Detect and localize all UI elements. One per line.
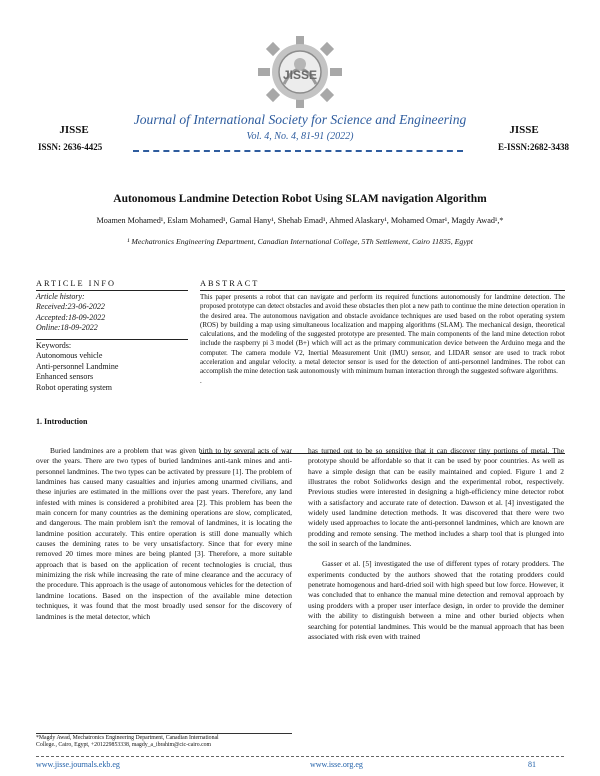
intro-paragraph: Buried landmines are a problem that was given birth to by several acts of war over the years. There are two types of buried landmines anti-tank mines and anti-personnel landmines. The two types can be activated by pressure [1]. The problem of landmines has caused many casualties and injuries among unarmed civilians, and these injuries are estimated in the millions over the past years. Therefore, any land infested with mines is considered a prohibited area [2]. This problem has been the main concern for many countries as the demining operations are slow, complicated, and dangerous. The main problem isn't the removal of landmines, it is locating the landmine position accurately. This entire operation is still done manually which causes the demining rates to be very unsatisfactory. Since that for every mine removed 20 times more mines are being planted [3]. Therefore, a more suitable approach that is based on the application of recent technologies is crucial, thus minimizing the risk while increasing the rate of mine clearance and the accuracy of the procedure. This approach is the usage of autonomous vehicles for the detection of landmine locations. Based on the inspection of the available mine detection techniques, it was found that the most broadly used sensor for the discovery of landmines is the metal detector, which bbox=[36, 446, 292, 621]
keyword-item: Enhanced sensors bbox=[36, 372, 94, 382]
keywords-block bbox=[36, 341, 118, 393]
received-date: Received:23-06-2022 bbox=[36, 302, 105, 312]
issn-electronic: E-ISSN:2682-3438 bbox=[497, 142, 569, 152]
abstract-body bbox=[200, 293, 565, 386]
article-info-heading: ARTICLE INFO bbox=[36, 279, 116, 288]
intro-paragraph: has turned out to be so sensitive that it can discover tiny portions of metal. The prototype should be affordable so that it can be used by poor countries. As well as have a simple design that can be easily maintained and copied. Figure 1 and 2 illustrates the robot Solidworks design and the experimental robot, respectively. Previous studies were interested in designing a high-efficiency mine detector robot with a satisfactory and accurate rate of detection. Dawson et al. [4] investigated the widely used landmine detection methods. It was discovered that there were two widely used approaches to locate the anti-personnel landmines, which are known are prodding and remote sensing. The method includes a sharp tool that is plunged into the soil in search of the landmines. bbox=[308, 446, 564, 549]
journal-abbrev-right: JISSE bbox=[509, 124, 539, 136]
issn-print: ISSN: 2636-4425 bbox=[38, 142, 103, 152]
footnote-line: *Magdy Awad, Mechatronics Engineering Department, Canadian International bbox=[36, 735, 219, 741]
footer-rule bbox=[36, 756, 564, 757]
left-column bbox=[36, 446, 292, 622]
society-website-link[interactable]: www.isse.org.eg bbox=[310, 760, 363, 769]
keywords-label: Keywords: bbox=[36, 341, 72, 350]
article-info-divider bbox=[36, 339, 188, 340]
accepted-date: Accepted:18-09-2022 bbox=[36, 312, 106, 322]
page-number: 81 bbox=[528, 760, 536, 769]
online-date: Online:18-09-2022 bbox=[36, 323, 98, 333]
intro-paragraph: Gasser et al. [5] investigated the use of different types of rotary prodders. The experiments conducted by the authors showed that the rotating prodders could penetrate homogenous and hard-dried soil with high speed but low force. However, it was concluded that to enhance the manual mine detection and removal approach by using prodders with a proper user interface design, in order to provide the deminer with the ability to distinguish between a mine and other buried objects when searching for potential landmines. This would be the manual approach that has been associated with risk even with trained bbox=[308, 559, 564, 641]
keyword-item: Anti-personnel Landmine bbox=[36, 361, 119, 371]
header-rule bbox=[133, 150, 463, 152]
section-heading-introduction: 1. Introduction bbox=[36, 417, 88, 426]
affiliation: ¹ Mechatronics Engineering Department, Canadian International College, 5Th Settlement, Cairo 11835, Egypt bbox=[127, 237, 473, 246]
keyword-item: Robot operating system bbox=[36, 382, 112, 392]
paper-title: Autonomous Landmine Detection Robot Using SLAM navigation Algorithm bbox=[113, 193, 487, 205]
author-list: Moamen Mohamed¹, Eslam Mohamed¹, Gamal Hany¹, Shehab Emad¹, Ahmed Alaskary¹, Mohamed Omar¹, Magdy Awad¹,* bbox=[96, 216, 504, 225]
abstract-trailing: . bbox=[200, 376, 202, 385]
journal-website-link[interactable]: www.jisse.journals.ekb.eg bbox=[36, 760, 120, 769]
corresponding-author-footnote bbox=[36, 735, 296, 749]
abstract-text: This paper presents a robot that can navigate and perform its required functions autonomously for landmine detection. The proposed prototype can detect obstacles and avoid these obstacles then plot a new path to continue the mine detection operation in the desired area. The autonomous navigation and obstacle avoidance techniques are used based on the robot operating system (ROS) by building a map using simultaneous localization and mapping algorithms (SLAM). The mechanical design, theoretical calculations, and the modeling of the suggested prototype are presented. The main components of the land mine detection robot include the raspberry pi 3 model (B+) which will act as the primary communication device between the Arduino mega and the computer. The camera module V2, Inertial Measurement Unit (IMU) sensor, and LIDAR sensor are used to track robot acceleration and angular velocity. a metal detector sensor is used for the detection of anti-personnel landmines. The robot can accomplish the mine detection task autonomously with minimum human interaction through the suggested software algorithms. bbox=[200, 293, 565, 376]
abstract-rule bbox=[200, 290, 565, 291]
svg-text:JISSE: JISSE bbox=[282, 68, 318, 82]
footnote-line: College., Cairo, Egypt, +201229853338, magdy_a_ibrahim@cic-cairo.com bbox=[36, 742, 212, 749]
journal-title: Journal of International Society for Science and Engineering bbox=[133, 112, 467, 127]
article-history bbox=[36, 292, 105, 334]
journal-abbrev-left: JISSE bbox=[59, 124, 89, 136]
journal-volume: Vol. 4, No. 4, 81-91 (2022) bbox=[246, 131, 354, 142]
article-info-rule bbox=[36, 290, 188, 291]
right-column bbox=[308, 446, 564, 642]
footnote-rule bbox=[36, 733, 292, 734]
keyword-item: Autonomous vehicle bbox=[36, 351, 103, 361]
history-label: Article history: bbox=[36, 292, 85, 301]
abstract-heading: ABSTRACT bbox=[200, 279, 260, 288]
jisse-logo bbox=[254, 34, 346, 112]
